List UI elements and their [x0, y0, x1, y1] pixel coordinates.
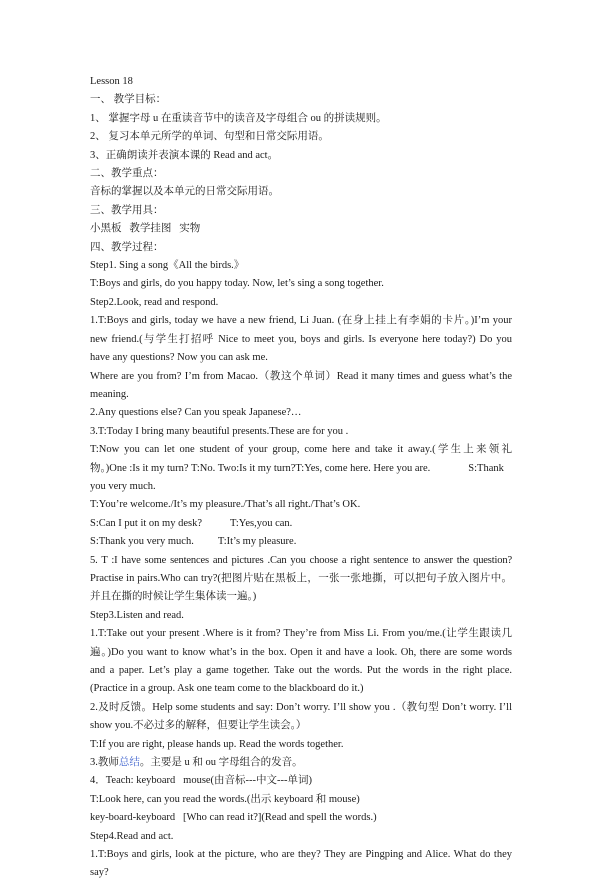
text-segment: 物。)One :Is it my turn? T:No. Two:Is it my turn?T:Yes, come here. Here you are. [90, 462, 431, 474]
text-line: and a paper. Let’s play a game together. Take out the words. Put the words in the right place. [90, 665, 512, 676]
text-line: 1.T:Boys and girls, today we have a new friend, Li Juan. (在身上挂上有李娟的卡片。)I’m your [90, 315, 512, 327]
step-heading: Step1. Sing a song《All the birds.》 [90, 260, 245, 272]
text-line: 5. T :I have some sentences and pictures .Can you choose a right sentence to answer the question? [90, 554, 512, 566]
text-segment: T:It’s my pleasure. [217, 536, 297, 548]
text-line: (Practice in a group. Ask one team come to the blackboard do it.) [90, 683, 364, 695]
text-line [90, 754, 512, 772]
text-line: 2.Any questions else? Can you speak Japanese?… [90, 407, 302, 419]
text-segment: S:Thank you very much. [90, 536, 194, 548]
text-line: 2、 复习本单元所学的单词、句型和日常交际用语。 [90, 131, 329, 143]
text-line: 并且在撕的时候让学生集体读一遍。) [90, 591, 257, 603]
text-segment: 3.教师 [90, 757, 119, 769]
section-heading: 二、教学重点： [90, 168, 164, 180]
text-line: T:If you are right, please hands up. Read the words together. [90, 738, 344, 750]
text-segment: S:Can I put it on my desk? [90, 517, 202, 529]
text-line: 2.及时反馈。Help some students and say: Don’t worry. I’ll show you .（教句型 Don’t worry. I’ll [90, 701, 512, 713]
text-line [90, 460, 512, 478]
text-line: T:Look here, can you read the words.(出示 keyboard 和 mouse) [90, 793, 360, 805]
highlighted-word: 总结 [118, 757, 140, 769]
text-line: say? [90, 867, 109, 879]
text-line: have any questions? Now you can ask me. [90, 352, 268, 364]
text-line: you very much. [90, 480, 156, 492]
text-line: key-board-keyboard [Who can read it?](Read and spell the words.) [90, 812, 377, 824]
text-line: Practise in pairs.Who can try?(把图片贴在黑板上，一张一张地撕，可以把句子放入图片中。 [90, 572, 512, 584]
lesson-title: Lesson 18 [90, 76, 133, 87]
text-line: 遍。)Do you want to know what’s in the box. Open it and have a look. Oh, there are some words [90, 646, 512, 658]
text-line: T:You’re welcome./It’s my pleasure./That’s all right./That’s OK. [90, 499, 361, 511]
text-line: meaning. [90, 388, 129, 400]
text-line [90, 515, 512, 533]
text-line: Where are you from? I’m from Macao.（教这个单词）Read it many times and guess what’s the [90, 370, 512, 382]
text-line: T:Now you can let one student of your group, come here and take it away.(学生上来领礼 [90, 444, 512, 456]
text-line: 音标的掌握以及本单元的日常交际用语。 [90, 186, 279, 198]
text-line: show you.不必过多的解释，但要让学生读会。） [90, 720, 307, 732]
text-line: new friend.(与学生打招呼 Nice to meet you, boys and girls. Is everyone here today?) Do you [90, 333, 512, 345]
text-line: 3、正确朗读并表演本课的 Read and act。 [90, 149, 279, 161]
text-line: 4．Teach: keyboard mouse(由音标---中文---单词) [90, 775, 313, 787]
text-segment: S:Thank [468, 462, 504, 474]
section-heading: 一、 教学目标： [90, 94, 167, 106]
section-heading: 四、教学过程： [90, 241, 164, 253]
text-line: 1.T:Boys and girls, look at the picture, who are they? They are Pingping and Alice. What do they [90, 849, 512, 861]
text-line: T:Boys and girls, do you happy today. Now, let’s sing a song together. [90, 278, 384, 290]
text-segment: 。主要是 u 和 ou 字母组合的发音。 [139, 757, 303, 769]
text-line: 小黑板 教学挂图 实物 [90, 223, 201, 235]
step-heading: Step2.Look, read and respond. [90, 296, 219, 308]
text-line [90, 533, 512, 551]
text-segment: T:Yes,you can. [230, 517, 293, 529]
text-line: 3.T:Today I bring many beautiful presents.These are for you . [90, 425, 349, 437]
step-heading: Step3.Listen and read. [90, 609, 184, 621]
document-page [90, 73, 512, 883]
text-line: 1、 掌握字母 u 在重读音节中的读音及字母组合 ou 的拼读规则。 [90, 112, 387, 124]
text-line: 1.T:Take out your present .Where is it from? They’re from Miss Li. From you/me.(让学生跟读几 [90, 628, 512, 640]
section-heading: 三、教学用具： [90, 204, 164, 216]
step-heading: Step4.Read and act. [90, 830, 174, 842]
